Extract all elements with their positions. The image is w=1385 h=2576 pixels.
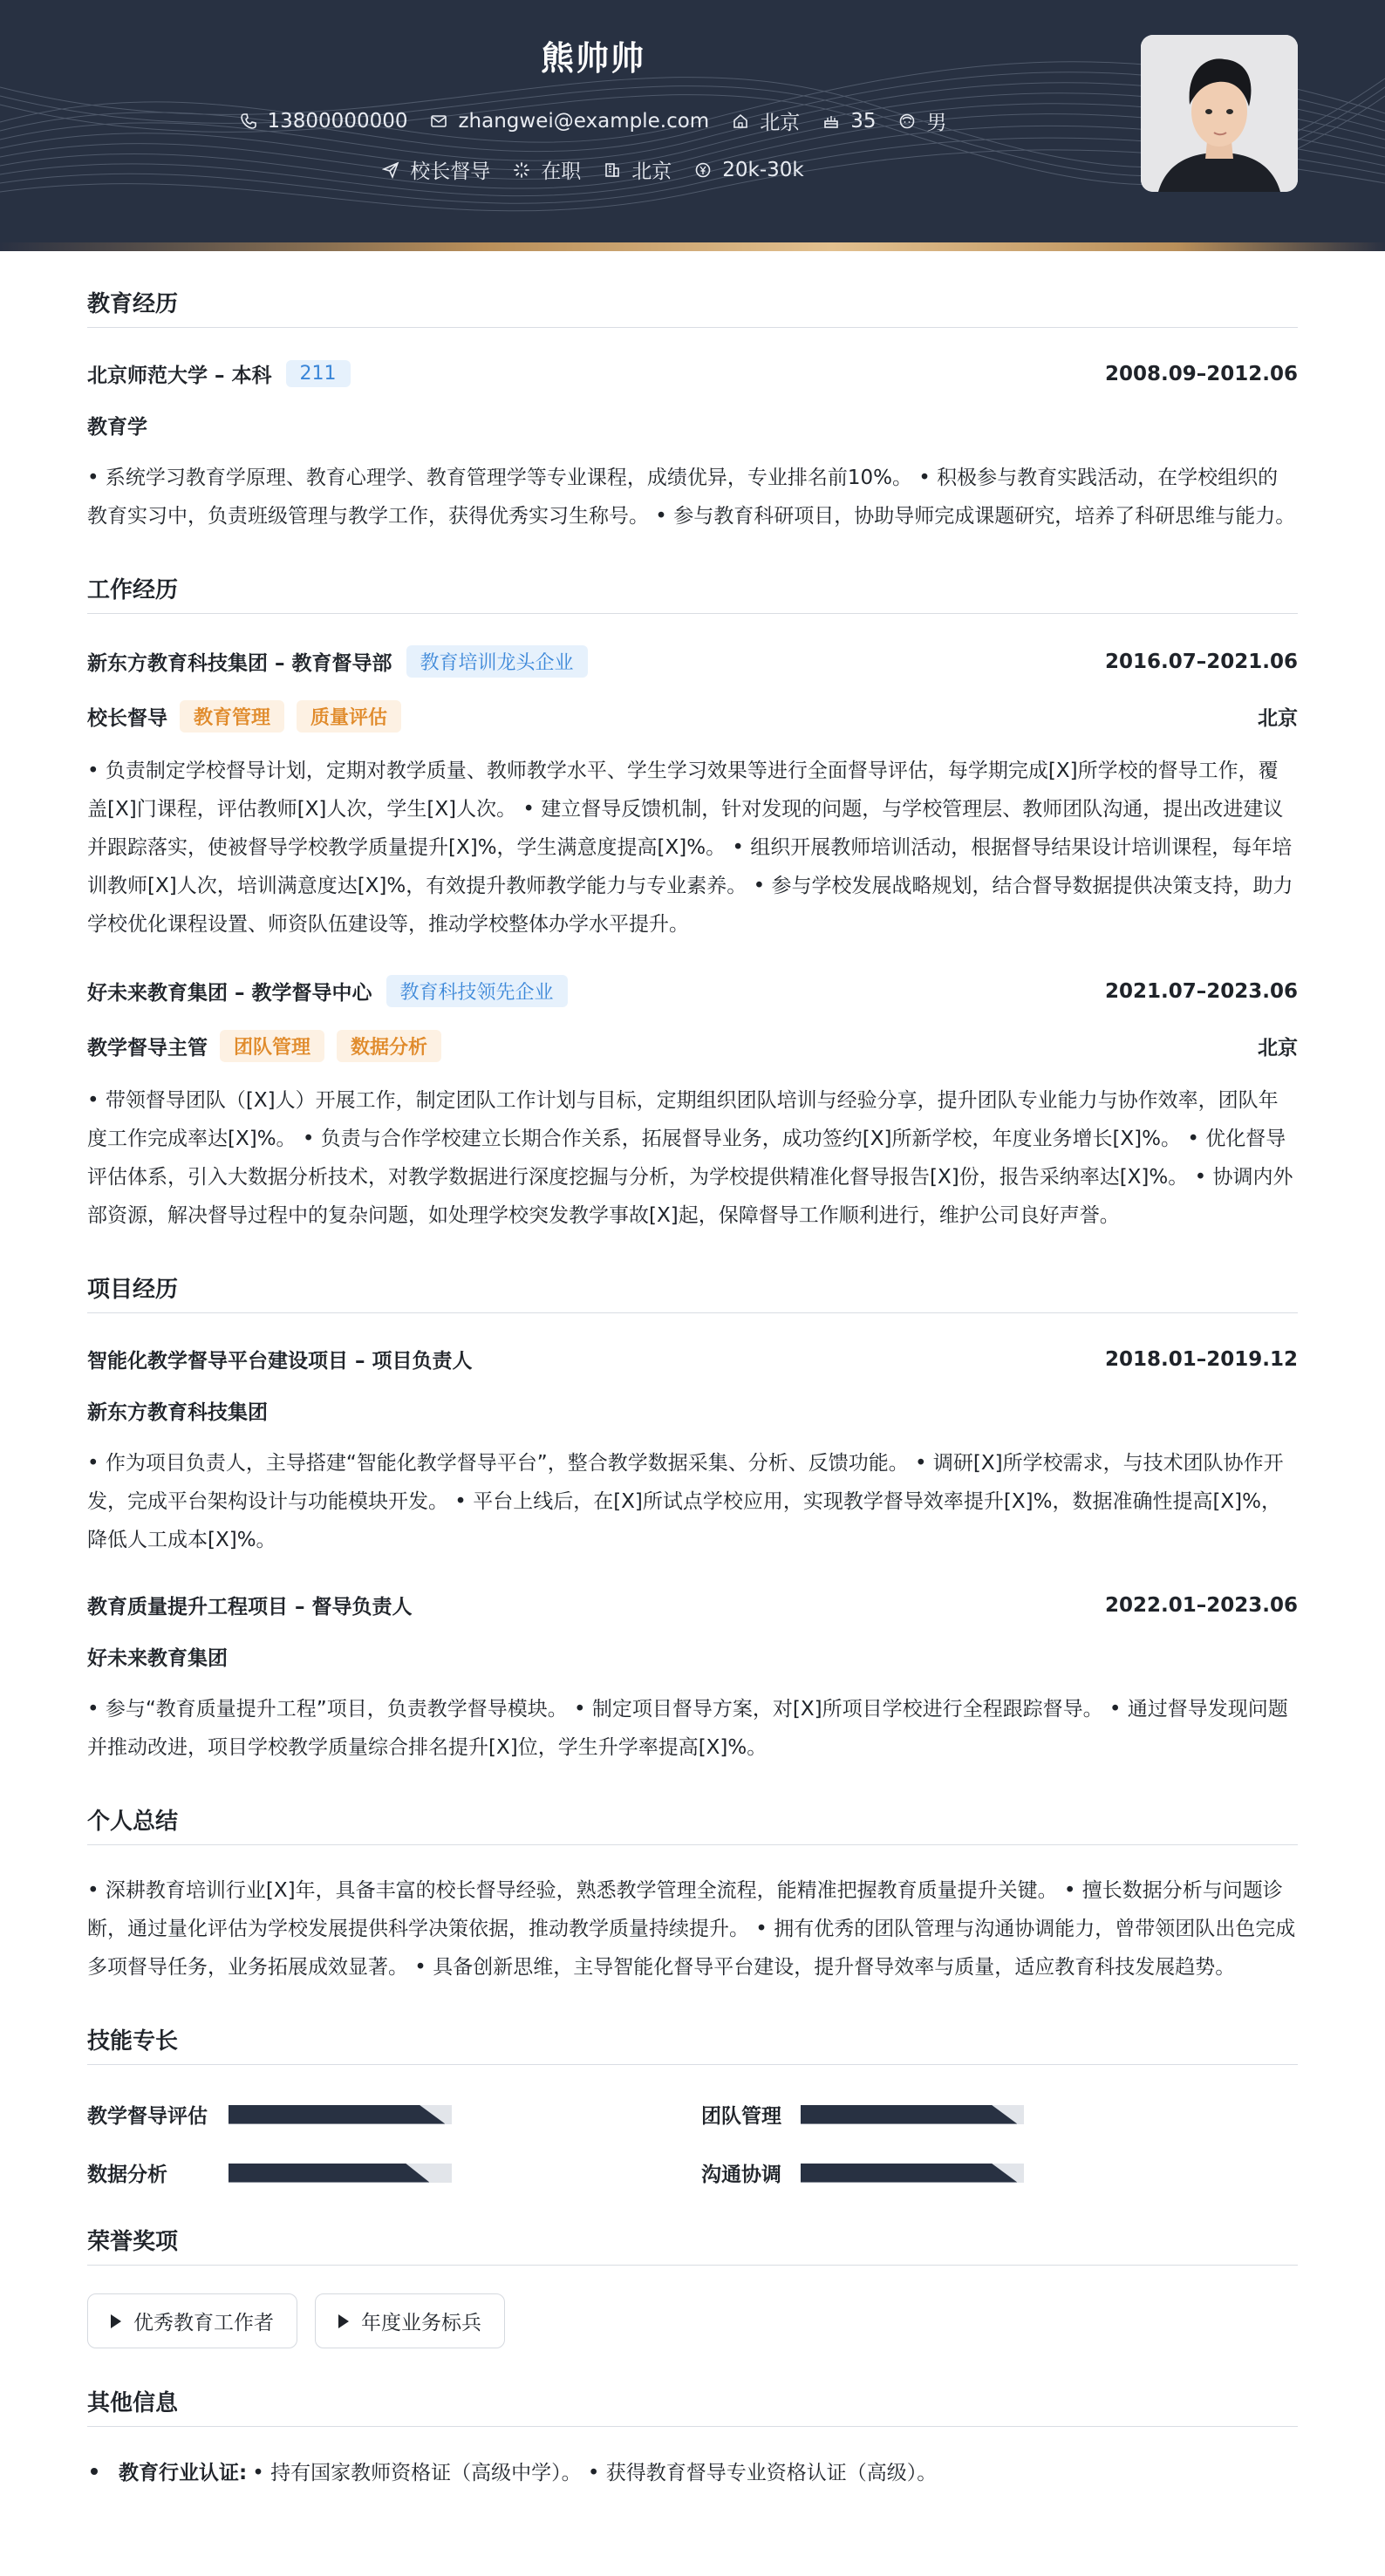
mail-icon: [430, 112, 447, 130]
awards-section-title: 荣誉奖项: [87, 2224, 1298, 2266]
work-1-company-tag: 教育培训龙头企业: [406, 645, 588, 678]
skill-item: [87, 2158, 692, 2187]
award-label: 优秀教育工作者: [133, 2312, 274, 2334]
gender-item: [898, 106, 946, 135]
work-2-description: • 带领督导团队（[X]人）开展工作，制定团队工作计划与目标，定期组织团队培训与经验分享，提升团队专业能力与协作效率，团队年度工作完成率达[X]%。 • 负责与合作学校建立长期合作关系，拓展督导业务，成功签约[X]所新学校，年度业务增长[X]%。 • 优化督导评估体系，引入大数据分析技术，对教学数据进行深度挖掘与分析，为学校提供精准化督导报告[X]份，报告采纳率达[X]%。 • 协调内外部资源，解决督导过程中的复杂问题，如处理学校突发教学事故[X]起，保障督导工作顺利进行，维护公司良好声誉。: [87, 1089, 1293, 1227]
work-entry-1-header: [87, 645, 1298, 678]
work-1-skill-tag: 教育管理: [180, 700, 284, 733]
skill-item: [87, 2100, 692, 2129]
skills-grid: [87, 2100, 1298, 2187]
project-2-title: 教育质量提升工程项目 – 督导负责人: [87, 1596, 413, 1619]
project-1-title: 智能化教学督导平台建设项目 – 项目负责人: [87, 1350, 473, 1373]
coin-icon: [694, 161, 712, 179]
skill-bar: [229, 2164, 452, 2183]
play-triangle-icon: [111, 2314, 121, 2328]
other-info-item: [87, 2457, 1298, 2485]
awards-list: [87, 2293, 1298, 2348]
skill-label: 团队管理: [701, 2105, 781, 2128]
award-chip[interactable]: [315, 2293, 505, 2348]
age-text: 35: [850, 109, 877, 133]
other-info-label: 教育行业认证:: [119, 2462, 248, 2484]
skill-bar: [801, 2105, 1024, 2124]
work-section-title: 工作经历: [87, 572, 1298, 614]
project-1-org-row: [87, 1396, 1298, 1425]
cake-icon: [822, 112, 840, 130]
work-2-company-tag: 教育科技领先企业: [386, 975, 568, 1007]
award-chip[interactable]: [87, 2293, 297, 2348]
spinner-icon: [513, 161, 530, 179]
work-2-date: 2021.07–2023.06: [1104, 979, 1298, 1003]
status-text: 在职: [541, 160, 582, 183]
work-1-role: 校长督导: [87, 707, 167, 730]
project-2-org-row: [87, 1642, 1298, 1671]
education-section-title: 教育经历: [87, 286, 1298, 328]
work-2-role: 教学督导主管: [87, 1037, 208, 1060]
project-2-org: 好未来教育集团: [87, 1647, 228, 1670]
other-section-title: 其他信息: [87, 2385, 1298, 2427]
skill-fill: [229, 2164, 429, 2183]
job-intent-row: [0, 155, 1186, 184]
school-name: 北京师范大学 – 本科: [87, 365, 272, 387]
skill-label: 教学督导评估: [87, 2105, 208, 2128]
project-2-description: • 参与“教育质量提升工程”项目，负责教学督导模块。 • 制定项目督导方案，对[X]所项目学校进行全程跟踪督导。 • 通过督导发现问题并推动改进，项目学校教学质量综合排名提升[X]位，学生升学率提高[X]%。: [87, 1698, 1288, 1759]
project-2-date: 2022.01–2023.06: [1104, 1593, 1298, 1617]
project-1-org: 新东方教育科技集团: [87, 1401, 268, 1424]
building-icon: [604, 161, 621, 179]
work-1-description: • 负责制定学校督导计划，定期对教学质量、教师教学水平、学生学习效果等进行全面督导评估，每学期完成[X]所学校的督导工作，覆盖[X]门课程，评估教师[X]人次，学生[X]人次。 • 建立督导反馈机制，针对发现的问题，与学校管理层、教师团队沟通，提出改进建议并跟踪落实，使被督导学校教学质量提升[X]%，学生满意度提高[X]%。 • 组织开展教师培训活动，根据督导结果设计培训课程，每年培训教师[X]人次，培训满意度达[X]%，有效提升教师教学能力与专业素养。 • 参与学校发展战略规划，结合督导数据提供决策支持，助力学校优化课程设置、师资队伍建设等，推动学校整体办学水平提升。: [87, 760, 1293, 936]
work-2-skill-tag: 数据分析: [337, 1030, 441, 1062]
candidate-name: 熊帅帅: [540, 39, 645, 78]
salary-text: 20k-30k: [722, 158, 804, 181]
award-label: 年度业务标兵: [361, 2312, 481, 2334]
send-icon: [382, 161, 399, 179]
skill-fill: [801, 2105, 1017, 2124]
target-city-text: 北京: [631, 160, 672, 183]
person-icon: [898, 112, 916, 130]
email-text[interactable]: zhangwei@example.com: [458, 109, 710, 133]
header-divider-bar: [0, 242, 1385, 251]
education-entry-header: [87, 359, 1298, 388]
position-text: 校长督导: [410, 160, 491, 183]
skill-fill: [801, 2164, 1017, 2183]
city-text: 北京: [760, 112, 801, 134]
status-item: [513, 155, 581, 184]
bullet-dot: [91, 2468, 98, 2475]
target-city-item: [604, 155, 672, 184]
skill-label: 沟通协调: [701, 2164, 781, 2186]
work-entry-2-header: [87, 975, 1298, 1007]
work-1-company: 新东方教育科技集团 – 教育督导部: [87, 652, 392, 675]
salary-item: [694, 159, 803, 181]
education-description: • 系统学习教育学原理、教育心理学、教育管理学等专业课程，成绩优异，专业排名前10%。 • 积极参与教育实践活动，在学校组织的教育实习中，负责班级管理与教学工作，获得优秀实习生称号。 • 参与教育科研项目，协助导师完成课题研究，培养了科研思维与能力。: [87, 467, 1296, 528]
education-date: 2008.09–2012.06: [1104, 362, 1298, 385]
skills-section-title: 技能专长: [87, 2023, 1298, 2065]
resume-header: [0, 0, 1385, 246]
education-major: 教育学: [87, 416, 147, 439]
skill-label: 数据分析: [87, 2164, 167, 2186]
project-1-description: • 作为项目负责人，主导搭建“智能化教学督导平台”，整合教学数据采集、分析、反馈功能。 • 调研[X]所学校需求，与技术团队协作开发，完成平台架构设计与功能模块开发。 • 平台上线后，在[X]所试点学校应用，实现教学督导效率提升[X]%，数据准确性提高[X]%，降低人工成本[X]%。: [87, 1452, 1284, 1551]
work-1-date: 2016.07–2021.06: [1104, 650, 1298, 673]
summary-section-title: 个人总结: [87, 1803, 1298, 1845]
project-1-header: [87, 1345, 1298, 1373]
work-1-role-row: [87, 700, 1298, 733]
work-2-company: 好未来教育集团 – 教学督导中心: [87, 982, 372, 1005]
avatar-illustration: [1141, 35, 1298, 192]
summary-text: • 深耕教育培训行业[X]年，具备丰富的校长督导经验，熟悉教学管理全流程，能精准把握教育质量提升关键。 • 擅长数据分析与问题诊断，通过量化评估为学校发展提供科学决策依据，推动教学质量持续提升。 • 拥有优秀的团队管理与沟通协调能力，曾带领团队出色完成多项督导任务，业务拓展成效显著。 • 具备创新思维，主导智能化督导平台建设，提升督导效率与质量，适应教育科技发展趋势。: [87, 1879, 1296, 1979]
work-1-city: 北京: [1258, 707, 1298, 730]
work-1-skill-tag: 质量评估: [297, 700, 401, 733]
resume-body: [87, 251, 1298, 2485]
phone-text[interactable]: 13800000000: [267, 109, 408, 133]
phone-item: [240, 110, 408, 133]
work-2-skill-tag: 团队管理: [220, 1030, 324, 1062]
work-2-city: 北京: [1258, 1037, 1298, 1060]
position-item: [382, 155, 490, 184]
project-1-date: 2018.01–2019.12: [1104, 1347, 1298, 1371]
gender-text: 男: [926, 112, 947, 134]
contact-row: [0, 106, 1186, 135]
city-item: [732, 106, 800, 135]
skill-bar: [229, 2105, 452, 2124]
school-tag: 211: [286, 360, 351, 387]
other-info-text: • 持有国家教师资格证（高级中学）。 • 获得教育督导专业资格认证（高级）。: [252, 2462, 938, 2484]
phone-icon: [240, 112, 257, 130]
play-triangle-icon: [338, 2314, 349, 2328]
project-2-header: [87, 1591, 1298, 1619]
age-item: [822, 110, 876, 133]
skill-fill: [229, 2105, 445, 2124]
education-major-row: [87, 411, 1298, 440]
profile-photo: [1141, 35, 1298, 192]
home-icon: [732, 112, 749, 130]
email-item: [430, 110, 709, 133]
skill-item: [692, 2100, 1298, 2129]
skill-bar: [801, 2164, 1024, 2183]
skill-item: [692, 2158, 1298, 2187]
projects-section-title: 项目经历: [87, 1271, 1298, 1313]
work-2-role-row: [87, 1030, 1298, 1062]
